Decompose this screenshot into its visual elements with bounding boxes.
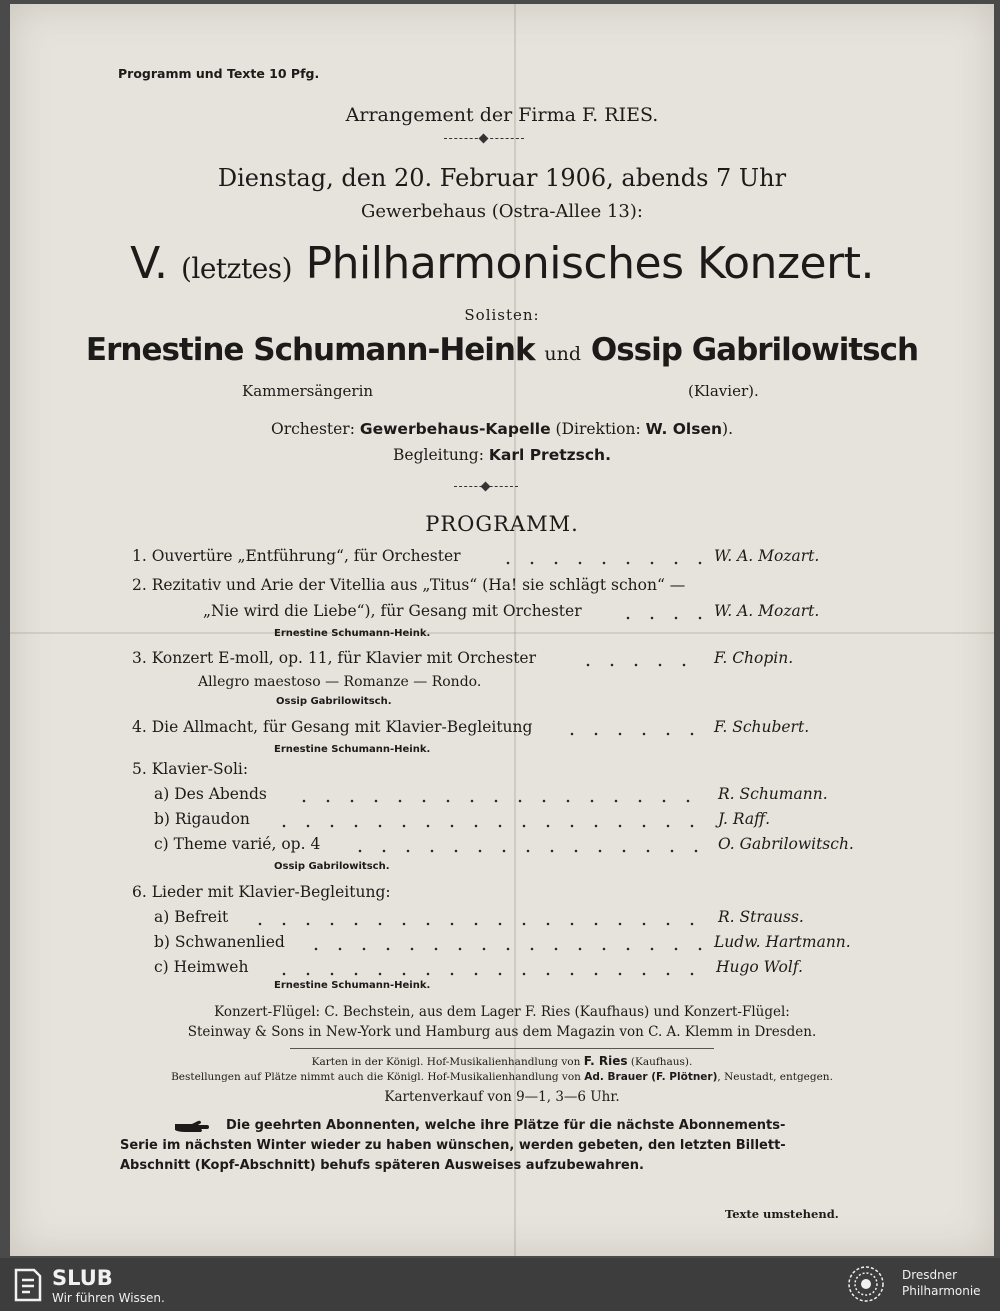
title-number: V. [130, 238, 168, 289]
footer-bar [0, 1258, 1000, 1311]
orchestra-director-label: (Direktion: [555, 420, 641, 438]
composer-2: W. A. Mozart. [714, 602, 820, 620]
tickets-note-2 [10, 1071, 994, 1083]
texts-overleaf: Texte umstehend. [725, 1207, 839, 1221]
leader-dots [248, 922, 704, 926]
composer-6b: Ludw. Hartmann. [714, 933, 851, 951]
composer-3: F. Chopin. [714, 649, 794, 667]
tickets-1b: F. Ries [583, 1054, 628, 1068]
abonnement-line-2: Serie im nächsten Winter wieder zu haben wünschen, werden gebeten, den letzten Billett- [120, 1138, 786, 1153]
orchestra-name: Gewerbehaus-Kapelle [359, 420, 551, 438]
composer-4: F. Schubert. [714, 718, 810, 736]
orchestra-line [10, 420, 994, 438]
program-item-5a: a) Des Abends [154, 785, 267, 803]
composer-6a: R. Strauss. [718, 908, 804, 926]
movements-3: Allegro maestoso — Romanze — Rondo. [198, 674, 482, 690]
program-item-5c: c) Theme varié, op. 4 [154, 835, 321, 853]
pianos-note-2: Steinway & Sons in New-York und Hamburg aus dem Magazin von C. A. Klemm in Dresden. [187, 1024, 817, 1040]
program-item-6c: c) Heimweh [154, 958, 249, 976]
tickets-2c: , Neustadt, entgegen. [717, 1071, 833, 1083]
ornament-divider [454, 482, 518, 492]
composer-5a: R. Schumann. [718, 785, 828, 803]
accompaniment-label: Begleitung: [393, 446, 484, 464]
program-item-2-cont: „Nie wird die Liebe“), für Gesang mit Orchester [203, 602, 582, 620]
leader-dots [272, 972, 704, 976]
program-item-2: 2. Rezitativ und Arie der Vitellia aus „Titus“ (Ha! sie schlägt schon“ — [132, 576, 686, 594]
program-item-5: 5. Klavier-Soli: [132, 760, 249, 778]
performer-5: Ossip Gabrilowitsch. [274, 861, 390, 872]
composer-1: W. A. Mozart. [714, 547, 820, 565]
abonnement-line-1: Die geehrten Abonnenten, welche ihre Plätze für die nächste Abonnements- [226, 1118, 786, 1133]
leader-dots [496, 561, 704, 565]
abonnement-line-3: Abschnitt (Kopf-Abschnitt) behufs späteren Ausweises aufzubewahren. [120, 1158, 644, 1173]
partner-line-1: Dresdner [902, 1268, 958, 1282]
soloist-1-role: Kammersängerin [242, 382, 374, 400]
pointing-hand-icon [174, 1119, 210, 1139]
leader-dots [576, 663, 704, 667]
performer-4: Ernestine Schumann-Heink. [274, 744, 431, 755]
tickets-1c: (Kaufhaus). [630, 1056, 693, 1068]
slub-logo-icon [14, 1268, 42, 1302]
title-main: Philharmonisches Konzert. [305, 238, 874, 289]
soloists-names [10, 332, 994, 368]
accompaniment-name: Karl Pretzsch. [488, 446, 611, 464]
program-heading: PROGRAMM. [425, 512, 579, 536]
arrangement-line: Arrangement der Firma F. RIES. [345, 104, 659, 126]
ornament-divider [444, 134, 524, 144]
pianos-note-1: Konzert-Flügel: C. Bechstein, aus dem Lager F. Ries (Kaufhaus) und Konzert-Flügel: [214, 1004, 790, 1020]
tickets-2a: Bestellungen auf Plätze nimmt auch die Königl. Hof-Musikalienhandlung von [171, 1071, 581, 1083]
accompaniment-line [10, 446, 994, 464]
concert-title [10, 238, 994, 289]
concert-venue: Gewerbehaus (Ostra-Allee 13): [361, 201, 643, 222]
tickets-2b: Ad. Brauer (F. Plötner) [584, 1071, 718, 1083]
composer-5b: J. Raff. [718, 810, 771, 828]
soloist-1: Ernestine Schumann-Heink [85, 332, 535, 368]
leader-dots [348, 849, 704, 853]
orchestra-label: Orchester: [270, 420, 355, 438]
soloists-und: und [544, 343, 582, 365]
leader-dots [292, 799, 704, 803]
leader-dots [304, 947, 704, 951]
performer-3: Ossip Gabrilowitsch. [276, 696, 392, 707]
sale-hours: Kartenverkauf von 9—1, 3—6 Uhr. [384, 1089, 620, 1105]
slub-name: SLUB [52, 1266, 113, 1290]
slub-tagline: Wir führen Wissen. [52, 1291, 165, 1305]
orchestra-director-close: ). [722, 420, 733, 438]
program-item-4: 4. Die Allmacht, für Gesang mit Klavier-Begleitung [132, 718, 533, 736]
dresdner-philharmonie-logo-icon [846, 1264, 886, 1304]
performer-6: Ernestine Schumann-Heink. [274, 980, 431, 991]
partner-line-2: Philharmonie [902, 1284, 981, 1298]
program-item-5b: b) Rigaudon [154, 810, 250, 828]
orchestra-director-name: W. Olsen [645, 420, 723, 438]
leader-dots [560, 732, 704, 736]
rule-divider [290, 1048, 714, 1049]
composer-6c: Hugo Wolf. [716, 958, 803, 976]
program-item-3: 3. Konzert E-moll, op. 11, für Klavier mit Orchester [132, 649, 537, 667]
composer-5c: O. Gabrilowitsch. [718, 835, 854, 853]
performer-2: Ernestine Schumann-Heink. [274, 628, 431, 639]
leader-dots [272, 824, 704, 828]
tickets-1a: Karten in der Königl. Hof-Musikalienhandlung von [311, 1056, 581, 1068]
program-item-6a: a) Befreit [154, 908, 229, 926]
tickets-note-1 [10, 1054, 994, 1068]
concert-date: Dienstag, den 20. Februar 1906, abends 7 Uhr [217, 164, 787, 192]
program-item-6b: b) Schwanenlied [154, 933, 285, 951]
price-note: Programm und Texte 10 Pfg. [118, 66, 320, 81]
paper-fold-horizontal [10, 632, 994, 634]
program-item-1: 1. Ouvertüre „Entführung“, für Orchester [132, 547, 461, 565]
soloists-label: Solisten: [464, 306, 540, 324]
program-item-6: 6. Lieder mit Klavier-Begleitung: [132, 883, 391, 901]
title-letztes: (letztes) [180, 252, 293, 285]
soloist-2: Ossip Gabrilowitsch [590, 332, 919, 368]
soloist-2-role: (Klavier). [688, 382, 759, 400]
leader-dots [616, 616, 704, 620]
concert-program-page [10, 4, 994, 1256]
